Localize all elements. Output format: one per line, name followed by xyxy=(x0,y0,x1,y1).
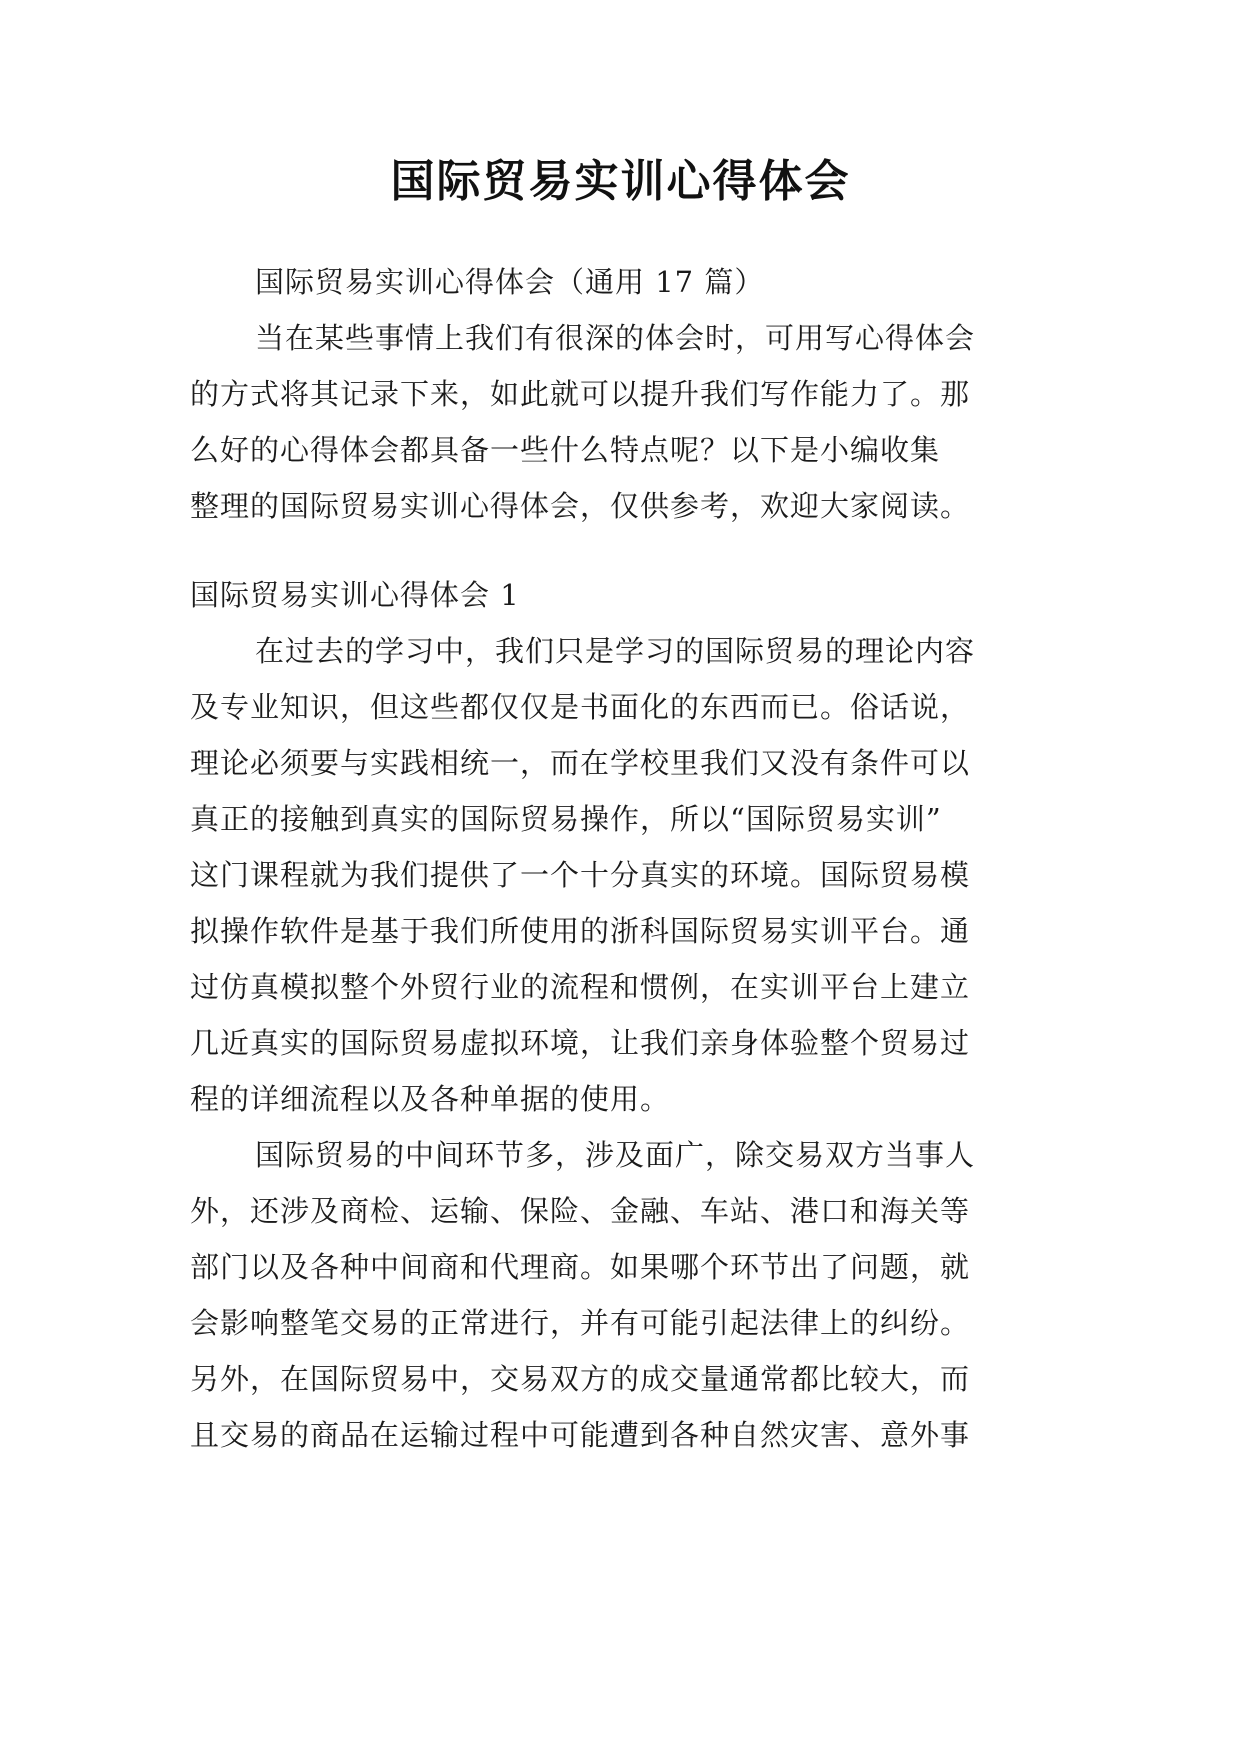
intro-line: 整理的国际贸易实训心得体会，仅供参考，欢迎大家阅读。 xyxy=(190,489,971,523)
paragraph-line: 部门以及各种中间商和代理商。如果哪个环节出了问题，就 xyxy=(190,1250,971,1284)
paragraph-line: 国际贸易的中间环节多，涉及面广，除交易双方当事人 xyxy=(255,1138,976,1172)
document-title: 国际贸易实训心得体会 xyxy=(390,156,851,207)
section-heading: 国际贸易实训心得体会 1 xyxy=(190,578,520,612)
document-subtitle: 国际贸易实训心得体会（通用 17 篇） xyxy=(255,265,765,299)
paragraph-line: 在过去的学习中，我们只是学习的国际贸易的理论内容 xyxy=(255,634,976,668)
paragraph-line: 过仿真模拟整个外贸行业的流程和惯例，在实训平台上建立 xyxy=(190,970,971,1004)
paragraph-line: 拟操作软件是基于我们所使用的浙科国际贸易实训平台。通 xyxy=(190,914,971,948)
paragraph-line: 理论必须要与实践相统一，而在学校里我们又没有条件可以 xyxy=(190,746,971,780)
paragraph-line: 外，还涉及商检、运输、保险、金融、车站、港口和海关等 xyxy=(190,1194,971,1228)
paragraph-line: 这门课程就为我们提供了一个十分真实的环境。国际贸易模 xyxy=(190,858,971,892)
paragraph-line: 几近真实的国际贸易虚拟环境，让我们亲身体验整个贸易过 xyxy=(190,1026,971,1060)
paragraph-line: 真正的接触到真实的国际贸易操作，所以“国际贸易实训” xyxy=(190,802,942,836)
paragraph-line: 另外，在国际贸易中，交易双方的成交量通常都比较大，而 xyxy=(190,1362,971,1396)
paragraph-line: 且交易的商品在运输过程中可能遭到各种自然灾害、意外事 xyxy=(190,1418,971,1452)
intro-line: 么好的心得体会都具备一些什么特点呢？以下是小编收集 xyxy=(190,433,941,467)
paragraph-line: 会影响整笔交易的正常进行，并有可能引起法律上的纠纷。 xyxy=(190,1306,971,1340)
paragraph-line: 及专业知识，但这些都仅仅是书面化的东西而已。俗话说， xyxy=(190,690,971,724)
paragraph-line: 程的详细流程以及各种单据的使用。 xyxy=(190,1082,671,1116)
intro-line: 当在某些事情上我们有很深的体会时，可用写心得体会 xyxy=(255,321,976,355)
intro-line: 的方式将其记录下来，如此就可以提升我们写作能力了。那 xyxy=(190,377,971,411)
